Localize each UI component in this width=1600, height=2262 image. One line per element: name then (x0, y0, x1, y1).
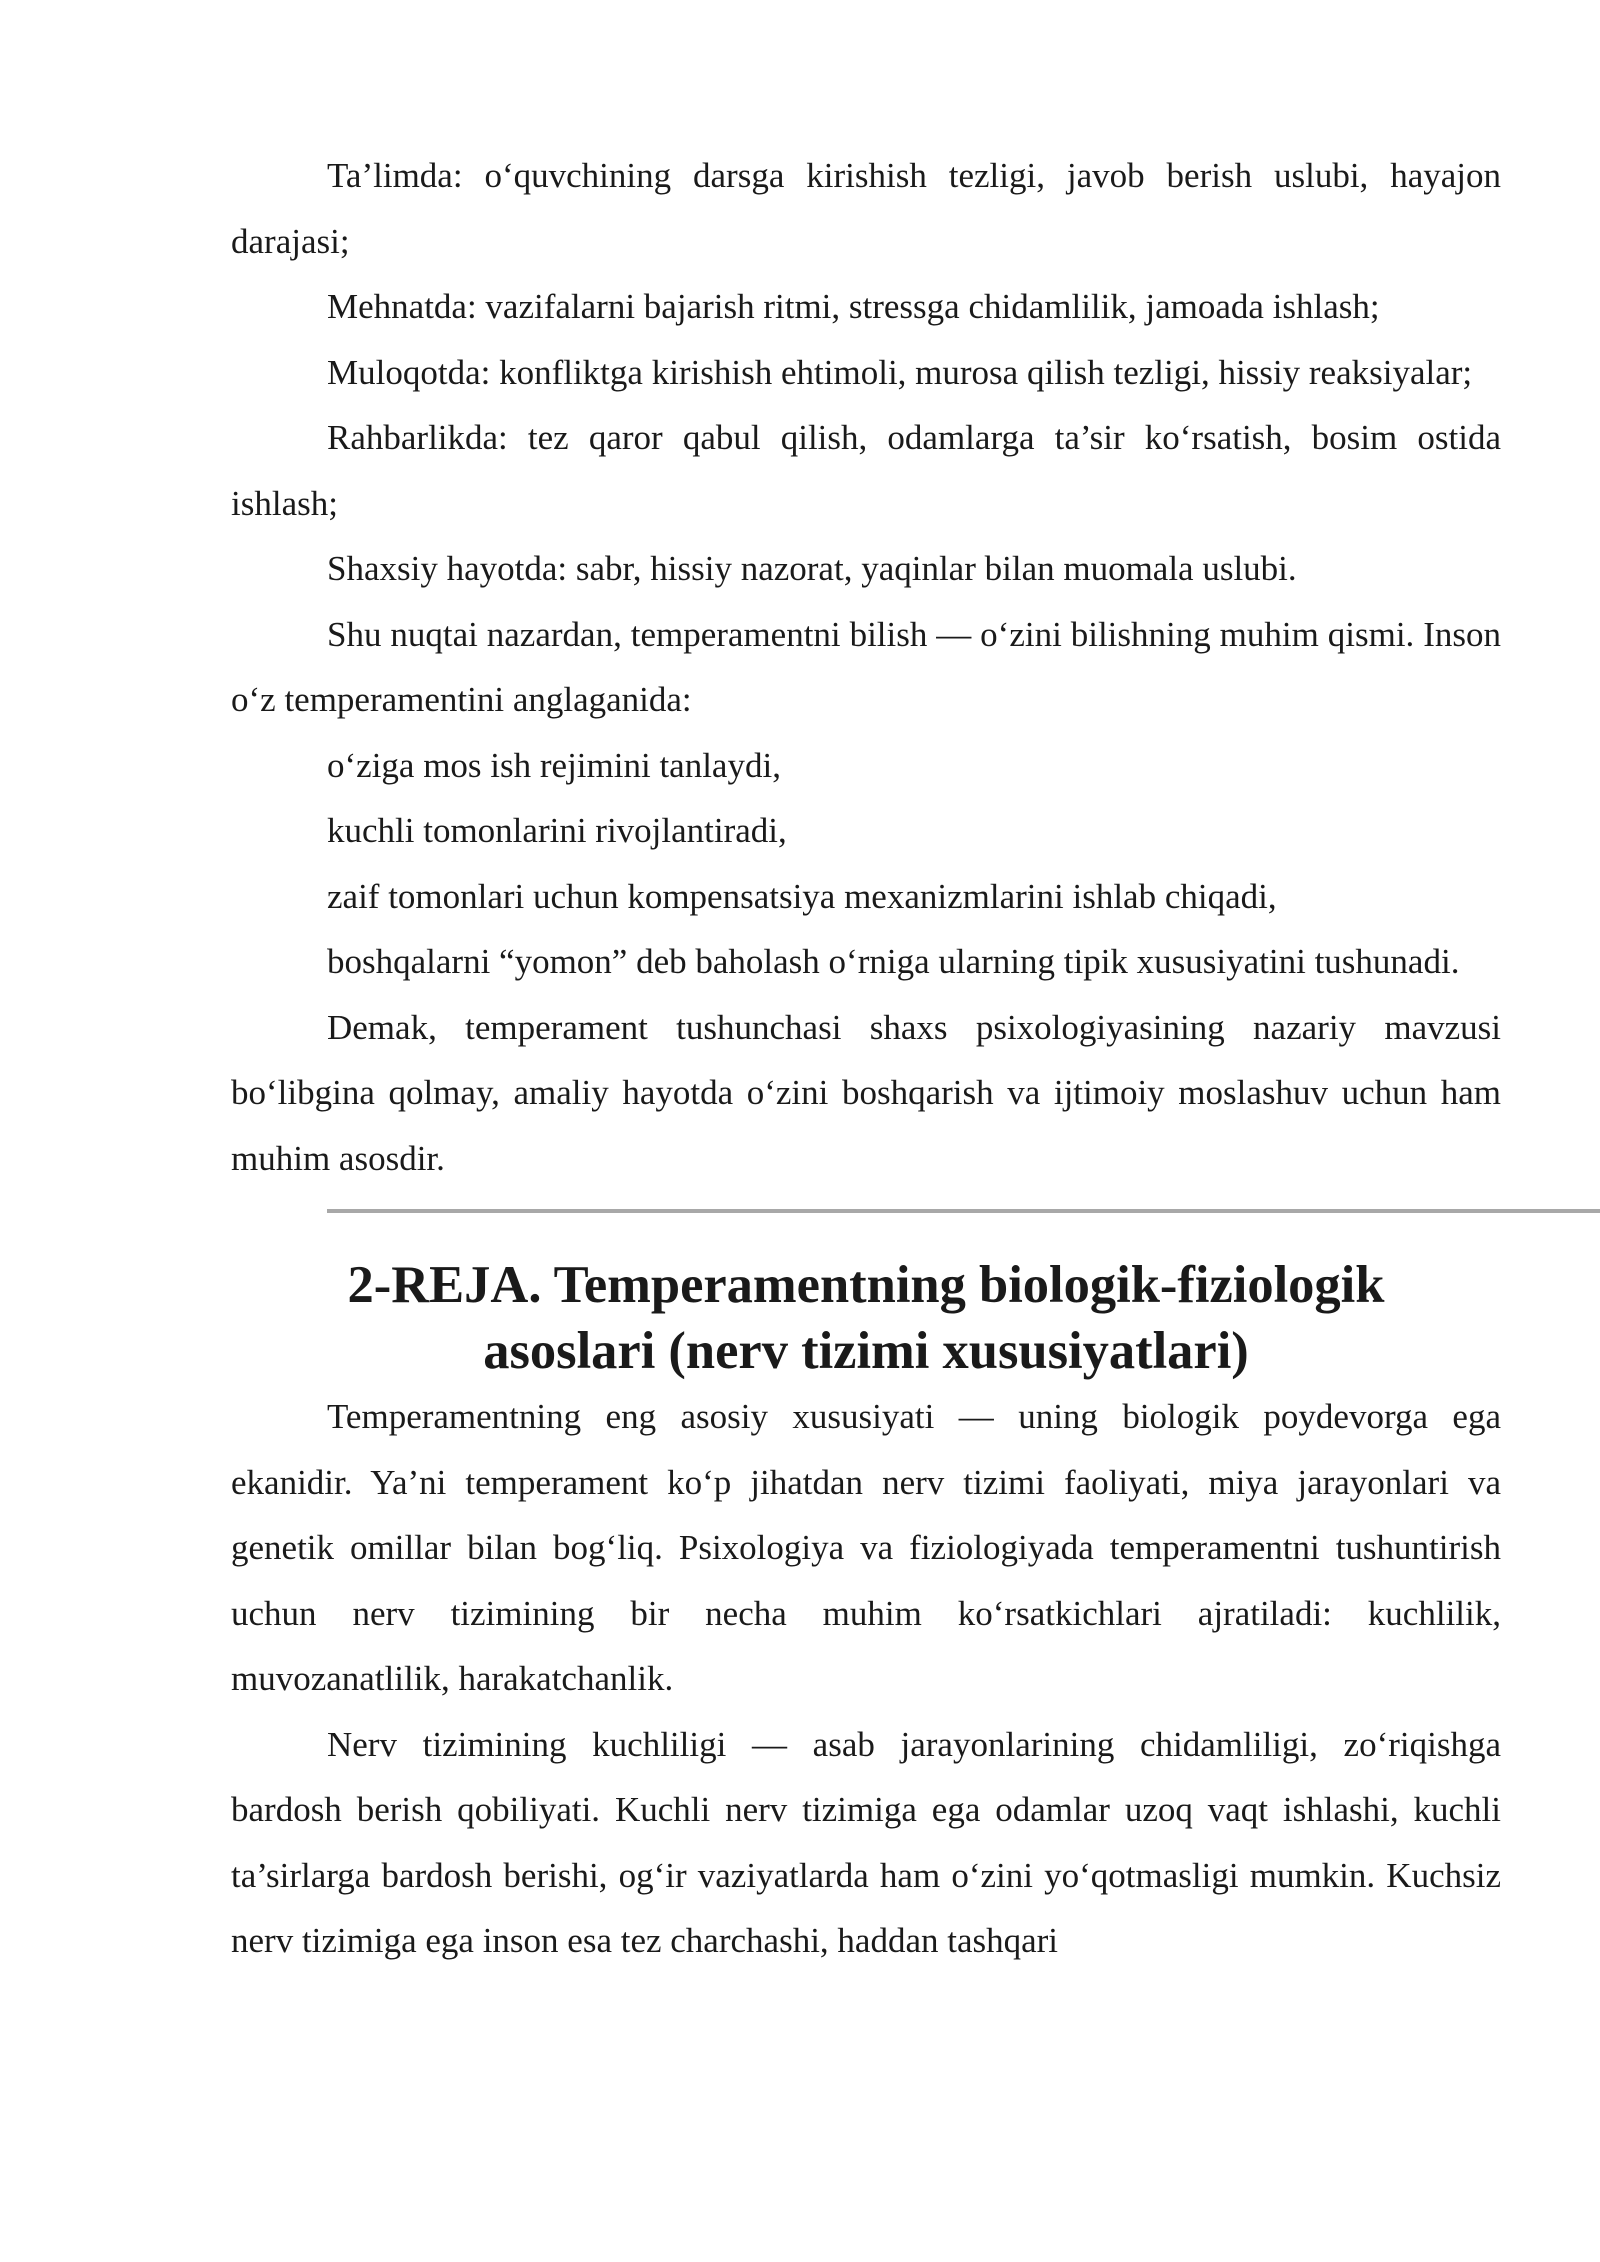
paragraph-shaxsiy-hayotda: Shaxsiy hayotda: sabr, hissiy nazorat, yaqinlar bilan muomala uslubi. (327, 549, 1297, 588)
paragraph-rahbarlikda: Rahbarlikda: tez qaror qabul qilish, odamlarga ta’sir ko‘rsatish, bosim ostida ishlash; (231, 418, 1501, 523)
paragraph-shu-nuqtai-nazardan: Shu nuqtai nazardan, temperamentni bilish — o‘zini bilishning muhim qismi. Inson o‘z temperamentini anglaganida: (231, 614, 1501, 719)
paragraph-nerv-kuchliligi: Nerv tizimining kuchliligi — asab jarayonlarining chidamliligi, zo‘riqishga bardosh berish qobiliyati. Kuchli nerv tizimiga ega odamlar uzoq vaqt ishlashi, kuchli ta’sirlarga bardosh berishi, og‘ir vaziyatlarda ham o‘zini yo‘qotmasligi mumkin. Kuchsiz nerv tizimiga ega inson esa tez charchashi, haddan tashqari (231, 1724, 1501, 1960)
list-item-kuchli-tomonlar: kuchli tomonlarini rivojlantiradi, (327, 811, 787, 850)
horizontal-divider (327, 1209, 1600, 1213)
list-item-boshqalarni-tushunish: boshqalarni “yomon” deb baholash o‘rniga ularning tipik xususiyatini tushunadi. (327, 942, 1460, 981)
section-heading: 2-REJA. Temperamentning biologik-fiziologik asoslari (nerv tizimi xususiyatlari) (347, 1256, 1385, 1380)
paragraph-talimda: Ta’limda: o‘quvchining darsga kirishish tezligi, javob berish uslubi, hayajon darajasi; (231, 156, 1501, 261)
page-content (231, 143, 1501, 1974)
paragraph-demak: Demak, temperament tushunchasi shaxs psixologiyasining nazariy mavzusi bo‘libgina qolmay, amaliy hayotda o‘zini boshqarish va ijtimoiy moslashuv uchun ham muhim asosdir. (231, 1007, 1501, 1178)
paragraph-biologik-poydevor: Temperamentning eng asosiy xususiyati — uning biologik poydevorga ega ekanidir. Ya’ni temperament ko‘p jihatdan nerv tizimi faoliyati, miya jarayonlari va genetik omillar bilan bog‘liq. Psixologiya va fiziologiyada temperamentni tushuntirish uchun nerv tizimining bir necha muhim ko‘rsatkichlari ajratiladi: kuchlilik, muvozanatlilik, harakatchanlik. (231, 1397, 1501, 1698)
paragraph-mehnatda: Mehnatda: vazifalarni bajarish ritmi, stressga chidamlilik, jamoada ishlash; (327, 287, 1380, 326)
list-item-zaif-tomonlar: zaif tomonlari uchun kompensatsiya mexanizmlarini ishlab chiqadi, (327, 876, 1277, 916)
list-item-ish-rejimi: o‘ziga mos ish rejimini tanlaydi, (327, 745, 781, 785)
paragraph-muloqotda: Muloqotda: konfliktga kirishish ehtimoli, murosa qilish tezligi, hissiy reaksiyalar; (327, 352, 1473, 392)
